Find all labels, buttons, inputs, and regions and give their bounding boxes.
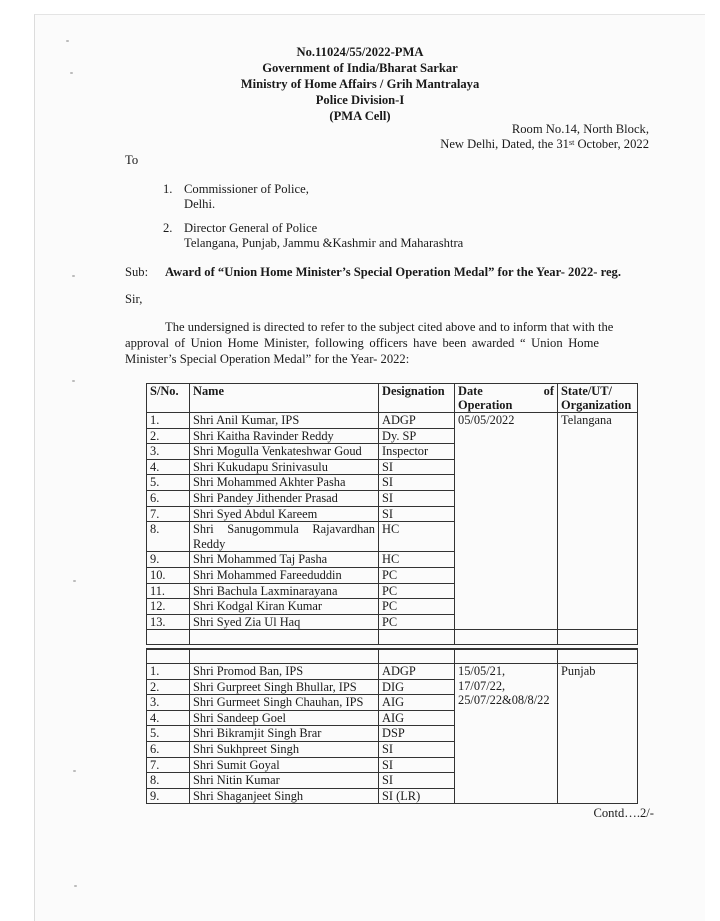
government-name: Government of India/Bharat Sarkar	[262, 61, 458, 75]
cell-name: Shri Mohammed Taj Pasha	[190, 552, 379, 568]
cell-sno: 1.	[147, 413, 190, 429]
cell-name: Shri Bikramjit Singh Brar	[190, 726, 379, 742]
cell-designation: SI	[379, 773, 455, 789]
cell-sno: 3.	[147, 444, 190, 460]
cell-sno: 6.	[147, 490, 190, 506]
cell-name: Shri Shaganjeet Singh	[190, 788, 379, 804]
recipient-2-line1: Director General of Police	[184, 221, 318, 235]
scan-speck	[66, 40, 69, 42]
cell-name: Shri Kodgal Kiran Kumar	[190, 599, 379, 615]
recipient-2-number: 2.	[163, 221, 173, 235]
cell-designation: DIG	[379, 679, 455, 695]
recipient-1-line1: Commissioner of Police,	[184, 182, 309, 196]
cell-sno: 11.	[147, 583, 190, 599]
scan-speck	[74, 885, 77, 887]
dated-superscript: st	[568, 138, 575, 147]
cell-designation: HC	[379, 552, 455, 568]
operation-date-3: 25/07/22&08/8/22	[458, 693, 550, 708]
cell-designation: PC	[379, 599, 455, 615]
dated-prefix: New Delhi, Dated, the 31	[440, 137, 569, 151]
cell-designation: PC	[379, 567, 455, 583]
cell-designation: ADGP	[379, 413, 455, 429]
scan-speck	[73, 770, 76, 772]
room-address: Room No.14, North Block,	[511, 122, 649, 136]
cell-name: Shri Mohammed Akhter Pasha	[190, 475, 379, 491]
to-label: To	[125, 153, 139, 167]
scan-speck	[73, 580, 76, 582]
cell-designation: PC	[379, 614, 455, 630]
dated-suffix: October, 2022	[574, 137, 649, 151]
cell-sno: 1.	[147, 664, 190, 680]
cell-sno: 12.	[147, 599, 190, 615]
header-date-of-operation	[455, 384, 558, 413]
table-row	[147, 413, 638, 429]
awardees-table-telangana	[146, 383, 638, 645]
subject-text: Award of “Union Home Minister’s Special Operation Medal” for the Year- 2022- reg.	[165, 265, 621, 279]
cell-designation: Inspector	[379, 444, 455, 460]
cell-date-of-operation	[455, 664, 558, 804]
cell-designation: AIG	[379, 710, 455, 726]
cell-sno: 6.	[147, 741, 190, 757]
recipient-1-line2: Delhi.	[184, 197, 216, 211]
cell-name: Shri Gurmeet Singh Chauhan, IPS	[190, 695, 379, 711]
cell-name: (PMA Cell)	[329, 109, 391, 123]
cell-name: Shri Nitin Kumar	[190, 773, 379, 789]
ministry-name: Ministry of Home Affairs / Grih Mantralaya	[240, 77, 480, 91]
recipient-1-number: 1.	[163, 182, 173, 196]
table-row	[147, 664, 638, 680]
header-of-word: of	[543, 384, 554, 398]
cell-sno: 5.	[147, 475, 190, 491]
header-operation-word: Operation	[458, 398, 513, 412]
cell-sno: 2.	[147, 428, 190, 444]
header-state-line1: State/UT/	[561, 384, 612, 398]
cell-name: Shri Sandeep Goel	[190, 710, 379, 726]
operation-date-1: 15/05/21,	[458, 664, 506, 678]
cell-state: Telangana	[558, 413, 638, 630]
cell-sno: 8.	[147, 773, 190, 789]
cell-sno: 4.	[147, 710, 190, 726]
cell-name: Shri Mohammed Fareeduddin	[190, 567, 379, 583]
header-date-word: Date	[458, 384, 483, 398]
cell-sno: 2.	[147, 679, 190, 695]
division-name: Police Division-I	[315, 93, 405, 107]
header-state	[558, 384, 638, 413]
scan-speck	[72, 275, 75, 277]
cell-designation: SI	[379, 475, 455, 491]
cell-designation: HC	[379, 522, 455, 552]
cell-sno: 9.	[147, 788, 190, 804]
cell-name: Shri Sumit Goyal	[190, 757, 379, 773]
table-spacer-row	[147, 630, 638, 645]
cell-name: Shri Syed Zia Ul Haq	[190, 614, 379, 630]
cell-name: Shri Pandey Jithender Prasad	[190, 490, 379, 506]
cell-date-of-operation: 05/05/2022	[455, 413, 558, 630]
cell-designation: PC	[379, 583, 455, 599]
header-sno: S/No.	[147, 384, 190, 413]
cell-designation: DSP	[379, 726, 455, 742]
cell-sno: 5.	[147, 726, 190, 742]
cell-name: Shri Anil Kumar, IPS	[190, 413, 379, 429]
recipient-2-line2: Telangana, Punjab, Jammu &Kashmir and Maharashtra	[184, 236, 464, 250]
scan-speck	[72, 380, 75, 382]
cell-name: Shri Promod Ban, IPS	[190, 664, 379, 680]
salutation: Sir,	[125, 292, 143, 306]
cell-sno: 4.	[147, 459, 190, 475]
cell-designation: SI	[379, 459, 455, 475]
cell-name: Shri Kaitha Ravinder Reddy	[190, 428, 379, 444]
table-header-row	[147, 384, 638, 413]
subject-label: Sub:	[125, 265, 149, 279]
cell-state: Punjab	[558, 664, 638, 804]
header-designation: Designation	[379, 384, 455, 413]
cell-name: Shri Kukudapu Srinivasulu	[190, 459, 379, 475]
cell-designation: AIG	[379, 695, 455, 711]
cell-sno: 13.	[147, 614, 190, 630]
cell-sno: 7.	[147, 757, 190, 773]
cell-designation: Dy. SP	[379, 428, 455, 444]
file-number: No.11024/55/2022-PMA	[296, 45, 424, 59]
body-line-1: The undersigned is directed to refer to the subject cited above and to inform that with the	[165, 320, 614, 334]
cell-designation: SI	[379, 741, 455, 757]
continued-note: Contd….2/-	[593, 806, 654, 820]
cell-designation: SI (LR)	[379, 788, 455, 804]
cell-name: Shri Sukhpreet Singh	[190, 741, 379, 757]
dated-line	[440, 137, 649, 152]
cell-name: Shri Bachula Laxminarayana	[190, 583, 379, 599]
cell-name: Shri Mogulla Venkateshwar Goud	[190, 444, 379, 460]
cell-name: Shri Sanugommula Rajavardhan Reddy	[190, 522, 379, 552]
cell-designation: ADGP	[379, 664, 455, 680]
cell-sno: 9.	[147, 552, 190, 568]
body-line-2: approval of Union Home Minister, following officers have been awarded “ Union Home	[125, 336, 599, 350]
cell-sno: 8.	[147, 522, 190, 552]
table-top-gap-row	[147, 649, 638, 664]
cell-name: Shri Gurpreet Singh Bhullar, IPS	[190, 679, 379, 695]
body-line-3: Minister’s Special Operation Medal” for the Year- 2022:	[125, 352, 410, 366]
cell-sno: 7.	[147, 506, 190, 522]
operation-date-2: 17/07/22,	[458, 678, 506, 693]
cell-sno: 3.	[147, 695, 190, 711]
awardees-table-punjab	[146, 648, 638, 804]
header-name: Name	[190, 384, 379, 413]
cell-name: Shri Syed Abdul Kareem	[190, 506, 379, 522]
cell-designation: SI	[379, 506, 455, 522]
header-state-line2: Organization	[561, 398, 632, 412]
cell-designation: SI	[379, 490, 455, 506]
cell-designation: SI	[379, 757, 455, 773]
cell-sno: 10.	[147, 567, 190, 583]
